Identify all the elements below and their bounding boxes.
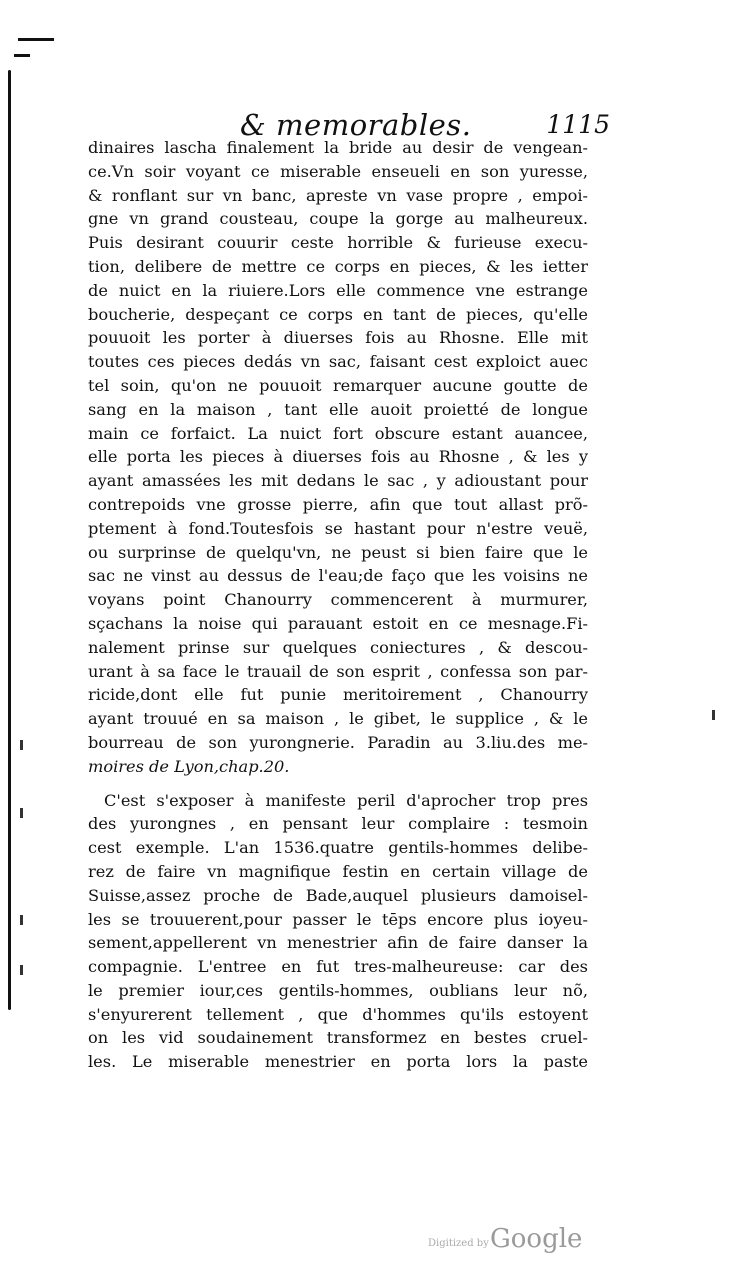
citation-line: bourreau de son yurongnerie. Paradin au 3.liu.des me- bbox=[88, 732, 588, 752]
paragraph-gap bbox=[88, 779, 588, 789]
margin-mark bbox=[20, 965, 23, 975]
text-line: ricide,dont elle fut punie meritoirement , Chanourry bbox=[88, 685, 588, 705]
text-line: ayant amassées les mit dedans le sac , y adioustant pour bbox=[88, 471, 588, 491]
text-line: compagnie. L'entree en fut tres-malheureuse: car des bbox=[88, 957, 588, 977]
text-line: le premier iour,ces gentils-hommes, oublians leur nõ, bbox=[88, 980, 588, 1000]
body-text bbox=[88, 136, 588, 1074]
text-line: on les vid soudainement transformez en bestes cruel- bbox=[88, 1028, 588, 1048]
text-line: toutes ces pieces dedás vn sac, faisant cest exploict auec bbox=[88, 352, 588, 372]
margin-mark bbox=[20, 915, 23, 925]
text-line: ce.Vn soir voyant ce miserable enseueli en son yuresse, bbox=[88, 161, 588, 181]
text-line: ou surprinse de quelqu'vn, ne peust si bien faire que le bbox=[88, 542, 588, 562]
margin-mark bbox=[712, 710, 715, 720]
text-line: sçachans la noise qui parauant estoit en ce mesnage.Fi- bbox=[88, 613, 588, 633]
text-line: s'enyurerent tellement , que d'hommes qu'ils estoyent bbox=[88, 1004, 588, 1024]
text-line: gne vn grand cousteau, coupe la gorge au malheureux. bbox=[88, 209, 588, 229]
text-line: rez de faire vn magnifique festin en certain village de bbox=[88, 861, 588, 881]
text-line: C'est s'exposer à manifeste peril d'aprocher trop pres bbox=[104, 790, 588, 810]
text-line: elle porta les pieces à diuerses fois au Rhosne , & les y bbox=[88, 447, 588, 467]
google-logo: Google bbox=[490, 1224, 583, 1254]
text-line: urant à sa face le trauail de son esprit , confessa son par- bbox=[88, 661, 588, 681]
text-line: cest exemple. L'an 1536.quatre gentils-hommes delibe- bbox=[88, 838, 588, 858]
page-number: 1115 bbox=[546, 110, 610, 139]
text-line: main ce forfaict. La nuict fort obscure estant auancee, bbox=[88, 423, 588, 443]
text-line: ptement à fond.Toutesfois se hastant pour n'estre veuë, bbox=[88, 518, 588, 538]
text-line: Suisse,assez proche de Bade,auquel plusieurs damoisel- bbox=[88, 885, 588, 905]
text-line: sement,appellerent vn menestrier afin de faire danser la bbox=[88, 933, 588, 953]
text-line: des yurongnes , en pensant leur complaire : tesmoin bbox=[88, 814, 588, 834]
text-line: pouuoit les porter à diuerses fois au Rhosne. Elle mit bbox=[88, 328, 588, 348]
text-line: contrepoids vne grosse pierre, afin que tout allast prõ- bbox=[88, 494, 588, 514]
text-line: Puis desirant couurir ceste horrible & furieuse execu- bbox=[88, 233, 588, 253]
binding-mark bbox=[18, 38, 54, 41]
margin-mark bbox=[20, 740, 23, 750]
digitized-by-label: Digitized by bbox=[428, 1238, 489, 1249]
text-line: ayant trouué en sa maison , le gibet, le supplice , & le bbox=[88, 709, 588, 729]
text-line: les se trouuerent,pour passer le tēps encore plus ioyeu- bbox=[88, 909, 588, 929]
binding-edge bbox=[8, 70, 11, 1010]
text-line: nalement prinse sur quelques coniectures , & descou- bbox=[88, 637, 588, 657]
text-line: & ronflant sur vn banc, apreste vn vase propre , empoi- bbox=[88, 185, 588, 205]
binding-mark bbox=[14, 54, 30, 57]
text-line: sang en la maison , tant elle auoit proietté de longue bbox=[88, 399, 588, 419]
text-line: dinaires lascha finalement la bride au desir de vengean- bbox=[88, 138, 588, 157]
text-line: de nuict en la riuiere.Lors elle commence vne estrange bbox=[88, 280, 588, 300]
text-line: tel soin, qu'on ne pouuoit remarquer aucune goutte de bbox=[88, 375, 588, 395]
running-title: & memorables. bbox=[240, 108, 472, 142]
text-line: tion, delibere de mettre ce corps en pieces, & les ietter bbox=[88, 256, 588, 276]
digitization-watermark bbox=[422, 1224, 592, 1260]
margin-mark bbox=[20, 808, 23, 818]
text-line: voyans point Chanourry commencerent à murmurer, bbox=[88, 590, 588, 610]
citation-line: moires de Lyon,chap.20. bbox=[88, 756, 290, 776]
text-line: boucherie, despeçant ce corps en tant de pieces, qu'elle bbox=[88, 304, 588, 324]
text-line: sac ne vinst au dessus de l'eau;de faço que les voisins ne bbox=[88, 566, 588, 586]
text-line: les. Le miserable menestrier en porta lors la paste bbox=[88, 1052, 588, 1072]
